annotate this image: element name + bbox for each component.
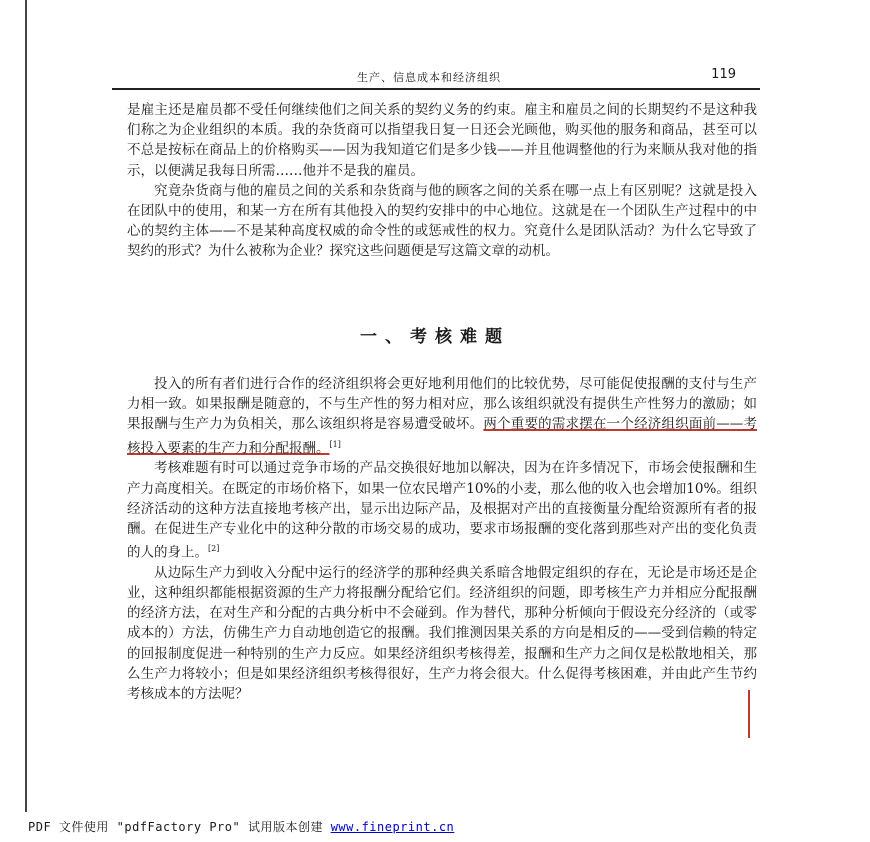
footer-text: PDF 文件使用 "pdfFactory Pro" 试用版本创建 [28,820,323,834]
pdf-footer [28,818,454,835]
intro-text [127,100,757,262]
running-head: 生产、信息成本和经济组织 [357,71,501,84]
section-heading: 一、考核难题 [360,327,510,347]
paragraph [127,374,757,458]
paragraph: 究竟杂货商与他的雇员之间的关系和杂货商与他的顾客之间的关系在哪一点上有区别呢？这就是投入在团队中的使用，和某一方在所有其他投入的契约安排中的中心地位。这就是在一个团队生产过程中的中心的契约主体——不是某种高度权威的命令性的或惩戒性的权力。究竟什么是团队活动？为什么它导致了契约的形式？为什么被称为企业？探究这些问题便是写这篇文章的动机。 [127,182,757,260]
paragraph: 是雇主还是雇员都不受任何继续他们之间关系的契约义务的约束。雇主和雇员之间的长期契约不是这种我们称之为企业组织的本质。我的杂货商可以指望我日复一日还会光顾他，购买他的服务和商品，甚至可以不总是按标在商品上的价格购买——因为我知道它们是多少钱——并且他调整他的行为来顺从我对他的指示，以便满足我每日所需……他并不是我的雇员。 [127,102,757,179]
footnote-ref: [1] [329,439,341,449]
underlined-passage: 两个重要的需求摆在一个经济组织面前——考核投入要素的生产力和分配报酬。 [127,416,758,457]
footnote-ref: [2] [208,544,220,554]
page-edge-rule [25,0,27,812]
margin-annotation-mark [748,690,750,738]
paragraph: 从边际生产力到收入分配中运行的经济学的那种经典关系暗含地假定组织的存在，无论是市场还是企业，这种组织都能根据资源的生产力将报酬分配给它们。经济组织的问题，即考核生产力并相应分配报酬的经济方法，在对生产和分配的古典分析中不会碰到。作为替代，那种分析倾向于假设充分经济的（或零成本的）方法，仿佛生产力自动地创造它的报酬。我们推测因果关系的方向是相反的——受到信赖的特定的回报制度促进一种特别的生产力反应。如果经济组织考核得差，报酬和生产力之间仅是松散地相关，那么生产力将较小；但是如果经济组织考核得很好，生产力将会很大。什么促得考核困难，并由此产生节约考核成本的方法呢？ [127,564,757,703]
footer-link[interactable]: www.fineprint.cn [330,820,455,834]
page-number: 119 [711,67,736,82]
page-header [112,64,760,90]
paragraph-text: 考核难题有时可以通过竞争市场的产品交换很好地加以解决，因为在许多情况下，市场会使报酬和生产力高度相关。在既定的市场价格下，如果一位农民增产10%的小麦，那么他的收入也会增加10%。组织经济活动的这种方法直接地考核产出，显示出边际产品，及根据对产出的直接衡量分配给资源所有者的报酬。在促进生产专业化中的这种分散的市场交易的成功，要求市场报酬的变化落到那些对产出的变化负责的人的身上。 [127,460,757,561]
paragraph [127,458,757,563]
paragraph-text: 投入的所有者们进行合作的经济组织将会更好地利用他们的比较优势，尽可能促使报酬的支付与生产力相一致。如果报酬是随意的，不与生产性的努力相对应，那么该组织就没有提供生产性努力的激励；如果报酬与生产力为负相关，那么该组织将是容易遭受破坏。 [127,376,757,433]
section-text [127,374,757,704]
